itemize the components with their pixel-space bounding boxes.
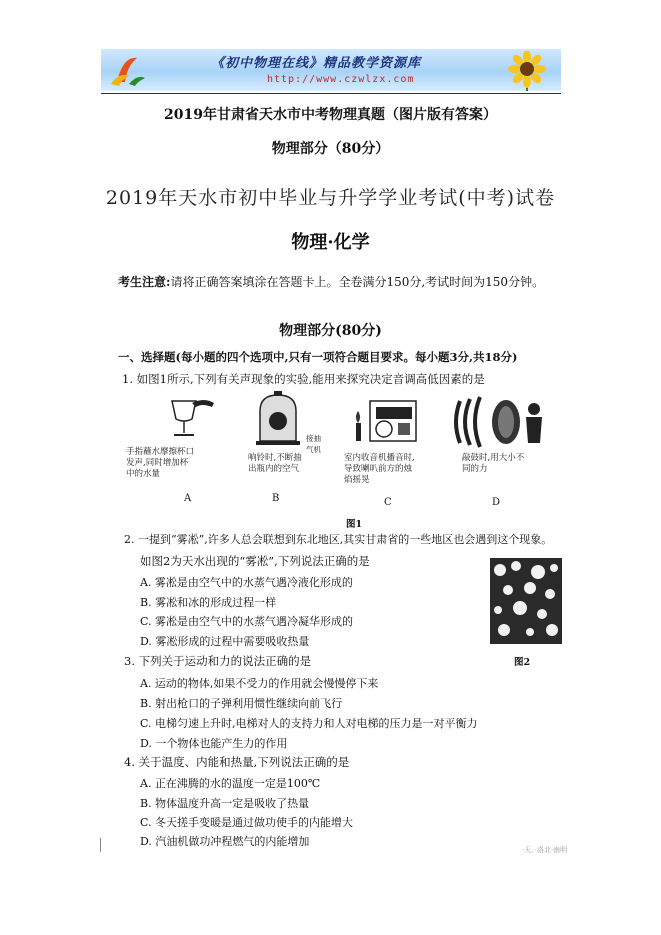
scan-edge-mark: [100, 838, 101, 852]
figure-1c-label: C: [384, 497, 392, 508]
wine-glass-icon: [158, 393, 218, 441]
question-2-stem-2: 如图2为天水出现的“雾凇”,下列说法正确的是: [140, 554, 370, 568]
figure-1c-caption: 室内收音机播音时, 导致喇叭前方的烛 焰摇晃: [344, 453, 415, 485]
banner-title: 《初中物理在线》精品教学资源库: [211, 56, 422, 71]
document-subtitle: 物理部分（80分）: [271, 141, 390, 157]
question-4-option-b: B. 物体温度升高一定是吸收了热量: [140, 797, 310, 810]
question-3-stem: 3. 下列关于运动和力的说法正确的是: [124, 654, 312, 668]
section-heading: 一、选择题(每小题的四个选项中,只有一项符合题目要求。每小题3分,共18分): [118, 350, 518, 364]
question-3-option-d: D. 一个物体也能产生力的作用: [140, 737, 288, 750]
sunflower-icon: [501, 51, 553, 91]
figure-1-title: 图1: [346, 519, 363, 530]
figure-1b-label: B: [272, 493, 280, 504]
bell-jar-icon: [254, 391, 302, 445]
document-title: 2019年甘肃省天水市中考物理真题（图片版有答案）: [164, 107, 497, 123]
figure-2-title: 图2: [514, 657, 531, 668]
banner-divider: [101, 93, 561, 94]
rime-photo: [490, 558, 562, 644]
exam-subject: 物理·化学: [291, 232, 370, 253]
site-logo-icon: [107, 52, 147, 88]
question-2-option-d: D. 雾凇形成的过程中需要吸收热量: [140, 635, 310, 648]
question-2-stem-1: 2. 一提到“雾凇”,许多人总会联想到东北地区,其实甘肃省的一些地区也会遇到这个现象。: [124, 533, 553, 546]
figure-1d-caption: 敲鼓时,用大小不 同的力: [462, 453, 525, 474]
banner-url[interactable]: http://www.czwlzx.com: [267, 74, 415, 85]
figure-1b-side-label: 接抽 气机: [306, 434, 321, 454]
section-title: 物理部分(80分): [279, 323, 382, 339]
question-2-option-c: C. 雾凇是由空气中的水蒸气遇冷凝华形成的: [140, 615, 354, 628]
question-4-option-a: A. 正在沸腾的水的温度一定是100℃: [140, 777, 321, 790]
exam-notice: [118, 273, 544, 290]
radio-candle-icon: [350, 399, 420, 445]
exam-title: 2019年天水市初中毕业与升学学业考试(中考)试卷: [105, 187, 556, 209]
header-banner: [101, 49, 561, 91]
question-4-option-c: C. 冬天搓手变暖是通过做功使手的内能增大: [140, 816, 354, 829]
notice-text: 请将正确答案填涂在答题卡上。全卷满分150分,考试时间为150分钟。: [170, 275, 545, 289]
question-1-stem: 1. 如图1所示,下列有关声现象的实验,能用来探究决定音调高低因素的是: [122, 372, 485, 386]
figure-1a-caption: 手指蘸水摩擦杯口 发声,同时增加杯 中的水量: [126, 447, 195, 479]
footer-watermark: ·天、·洛北·南明: [522, 846, 568, 854]
notice-label: 考生注意:: [118, 275, 171, 289]
figure-1d-label: D: [492, 497, 501, 508]
figure-1: [122, 393, 562, 513]
figure-1b-caption: 响铃时,不断抽 出瓶内的空气: [248, 453, 302, 474]
question-2-option-b: B. 雾凇和冰的形成过程一样: [140, 596, 277, 609]
question-3-option-b: B. 射出枪口的子弹利用惯性继续向前飞行: [140, 697, 343, 710]
drum-icon: [454, 395, 550, 449]
question-4-option-d: D. 汽油机做功冲程燃气的内能增加: [140, 835, 310, 848]
question-4-stem: 4. 关于温度、内能和热量,下列说法正确的是: [124, 755, 350, 769]
question-2-option-a: A. 雾凇是由空气中的水蒸气遇冷液化形成的: [140, 576, 353, 589]
figure-1a-label: A: [184, 493, 192, 504]
question-3-option-c: C. 电梯匀速上升时,电梯对人的支持力和人对电梯的压力是一对平衡力: [140, 717, 478, 730]
question-3-option-a: A. 运动的物体,如果不受力的作用就会慢慢停下来: [140, 677, 379, 690]
